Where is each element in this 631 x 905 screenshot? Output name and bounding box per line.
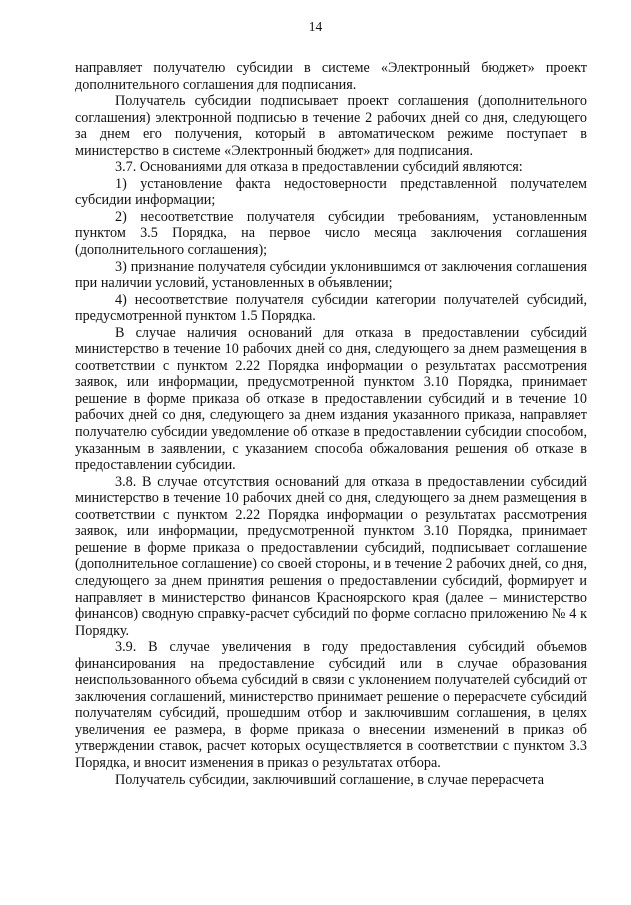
list-item: 3) признание получателя субсидии уклонившимся от заключения соглашения при наличии условий, установленных в объявлении;: [75, 258, 587, 292]
paragraph-continuation: направляет получателю субсидии в системе «Электронный бюджет» проект дополнительного соглашения для подписания.: [75, 60, 587, 93]
paragraph-signing: Получатель субсидии подписывает проект соглашения (дополнительного соглашения) электронной подписью в течение 2 рабочих дней со дня, следующего за днем его получения, который в автоматическом режиме поступает в министерство в системе «Электронный бюджет» для подписания.: [75, 93, 587, 159]
paragraph-3-9: 3.9. В случае увеличения в году предоставления субсидий объемов финансирования на предоставление субсидий или в случае образования неиспользованного объема субсидий в связи с уклонением получателей субсидий от заключения соглашений, министерство принимает решение о перерасчете субсидий получателям субсидий, прошедшим отбор и заключившим соглашения, в целях увеличения ее размера, в форме приказа о внесении изменений в приказ об утверждении ставок, расчет которых осуществляется в соответствии с пунктом 3.3 Порядка, и вносит изменения в приказ о результатах отбора.: [75, 639, 587, 771]
list-item: 2) несоответствие получателя субсидии требованиям, установленным пунктом 3.5 Порядка, на первое число месяца заключения соглашения (дополнительного соглашения);: [75, 208, 587, 259]
paragraph-refusal: В случае наличия оснований для отказа в предоставлении субсидий министерство в течение 10 рабочих дней со дня, следующего за днем размещения в соответствии с пунктом 2.22 Порядка информации о результатах рассмотрения заявок, или информации, предусмотренной пунктом 3.10 Порядка, принимает решение в форме приказа об отказе в предоставлении субсидий и в течение 10 рабочих дней со дня, следующего за днем издания указанного приказа, направляет получателю субсидии уведомление об отказе в предоставлении субсидии способом, указанным в заявлении, с указанием способа обжалования решения об отказе в предоставлении субсидии.: [75, 324, 587, 474]
body-text: [75, 60, 587, 788]
paragraph-3-7-heading: 3.7. Основаниями для отказа в предоставлении субсидий являются:: [115, 159, 523, 176]
page-number: 14: [308, 19, 323, 34]
list-item: 4) несоответствие получателя субсидии категории получателей субсидий, предусмотренной пунктом 1.5 Порядка.: [75, 291, 587, 325]
paragraph-3-8: 3.8. В случае отсутствия оснований для отказа в предоставлении субсидий министерство в течение 10 рабочих дней со дня, следующего за днем размещения в соответствии с пунктом 2.22 Порядка информации о результатах рассмотрения заявок, или информации, предусмотренной пунктом 3.10 Порядка, принимает решение в форме приказа о предоставлении субсидий, подписывает соглашение (дополнительное соглашение) со своей стороны, и в течение 2 рабочих дней, со дня, следующего за днем принятия решения о предоставлении субсидий, формирует и направляет в министерство финансов Красноярского края (далее – министерство финансов) сводную справку-расчет субсидий по форме согласно приложению № 4 к Порядку.: [75, 473, 587, 639]
list-item: 1) установление факта недостоверности представленной получателем субсидии информации;: [75, 175, 587, 209]
paragraph-recalculation: Получатель субсидии, заключивший соглашение, в случае перерасчета: [115, 771, 545, 788]
